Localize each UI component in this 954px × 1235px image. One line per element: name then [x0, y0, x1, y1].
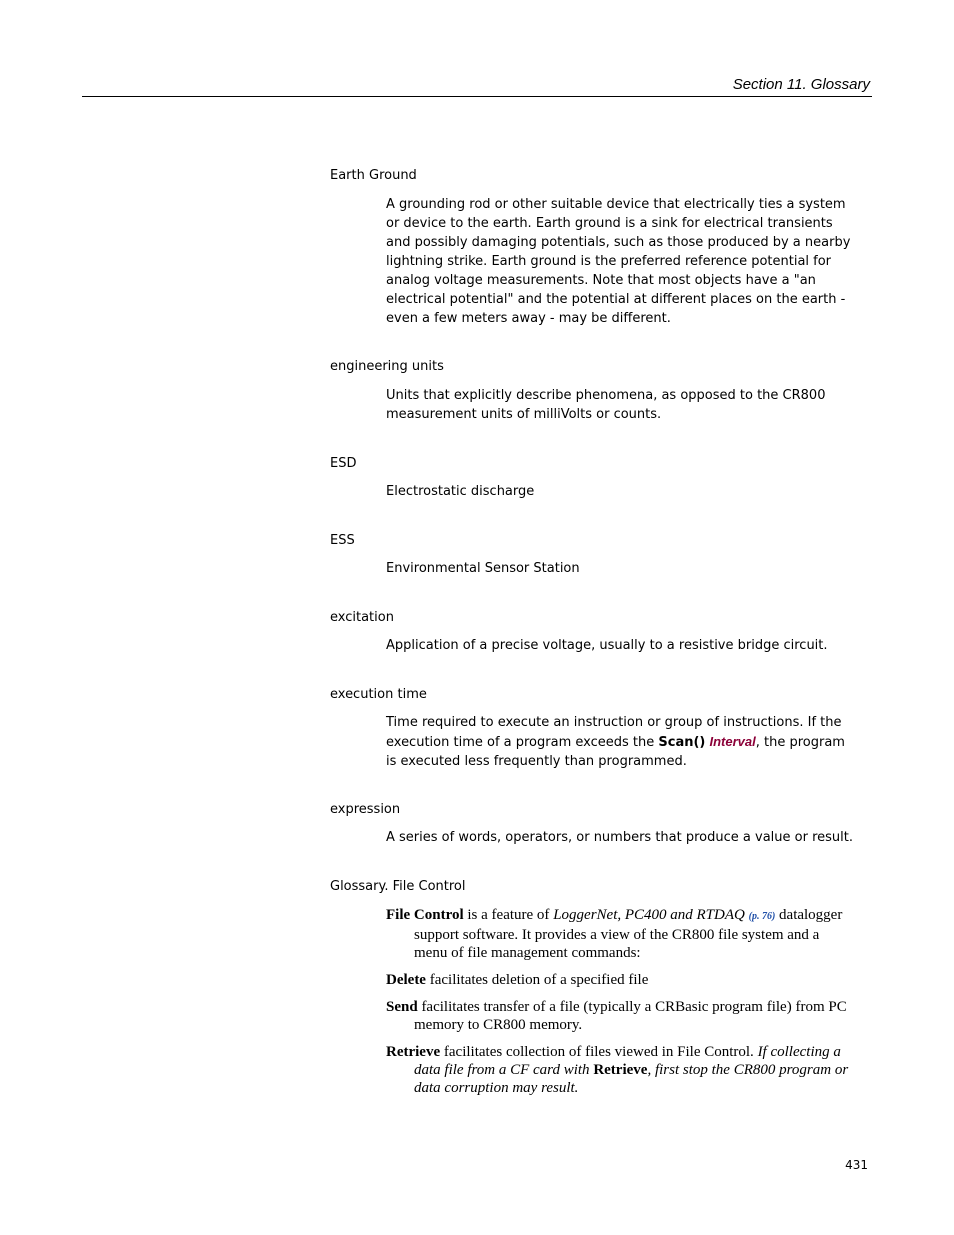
file-command-retrieve — [386, 1043, 856, 1097]
file-command-send — [386, 998, 856, 1034]
command-name: Send — [386, 999, 418, 1015]
warning-text-2: , first stop the CR800 program or data corruption may result. — [414, 1062, 849, 1096]
definition-text: A grounding rod or other suitable device that electrically ties a system or device to the earth. Earth ground is a sink for electrical transients and possibly damaging potentials, such as those produced by a nearby lightning strike. Earth ground is the preferred reference potential for analog voltage measurements. Note that most objects have a "an electrical potential" and the potential at different places on the earth - even a few meters away - may be different. — [386, 197, 851, 326]
definition-ess — [386, 559, 856, 578]
definition-text: Environmental Sensor Station — [386, 561, 580, 576]
definition-text-before: Time required to execute an instruction or group of instructions. If the execution time of a program exceeds the — [386, 715, 842, 750]
term-earth-ground: Earth Ground — [330, 168, 417, 183]
term-engineering-units: engineering units — [330, 359, 444, 374]
intro-text: is a feature of — [463, 907, 554, 923]
interval-parameter: Interval — [709, 734, 756, 749]
term-file-control: Glossary. File Control — [330, 879, 466, 894]
software-names: LoggerNet, PC400 and RTDAQ — [553, 907, 745, 923]
definition-text — [386, 713, 846, 771]
page-number: 431 — [845, 1158, 868, 1172]
file-command-delete — [386, 971, 856, 989]
definition-excitation — [386, 636, 856, 655]
term-ess: ESS — [330, 533, 355, 548]
term-expression: expression — [330, 802, 401, 817]
scan-keyword: Scan() — [658, 735, 706, 750]
term-esd: ESD — [330, 456, 357, 471]
command-description: facilitates collection of files viewed in File Control. — [440, 1044, 758, 1060]
page-reference-link[interactable]: (p. 76) — [748, 911, 776, 922]
header-divider — [82, 96, 872, 97]
warning-keyword: Retrieve — [593, 1062, 648, 1078]
command-description: facilitates transfer of a file (typically a CRBasic program file) from PC memory to CR800 memory. — [414, 999, 847, 1033]
definition-engineering-units — [386, 386, 826, 424]
file-control-bold: File Control — [386, 907, 464, 923]
command-description: facilitates deletion of a specified file — [425, 972, 649, 988]
file-control-intro — [386, 906, 856, 962]
definition-execution-time — [386, 713, 846, 771]
command-name: Retrieve — [386, 1044, 441, 1060]
definition-esd — [386, 482, 856, 501]
definition-expression — [386, 828, 856, 847]
definition-text: Application of a precise voltage, usually to a resistive bridge circuit. — [386, 638, 828, 653]
definition-text: Units that explicitly describe phenomena, as opposed to the CR800 measurement units of milliVolts or counts. — [386, 388, 826, 422]
definition-text: A series of words, operators, or numbers that produce a value or result. — [386, 830, 853, 845]
definition-text: Electrostatic discharge — [386, 484, 535, 499]
term-execution-time: execution time — [330, 687, 427, 702]
section-title: Section 11. Glossary — [732, 76, 870, 93]
warning-text-1: If collecting a data file from a CF card with — [414, 1044, 841, 1078]
definition-file-control — [386, 906, 856, 1106]
term-excitation: excitation — [330, 610, 394, 625]
command-name: Delete — [386, 972, 426, 988]
definition-text-after: , the program is executed less frequently than programmed. — [386, 735, 845, 769]
definition-earth-ground — [386, 195, 856, 328]
intro-rest: datalogger support software. It provides a view of the CR800 file system and a menu of file management commands: — [414, 907, 843, 961]
